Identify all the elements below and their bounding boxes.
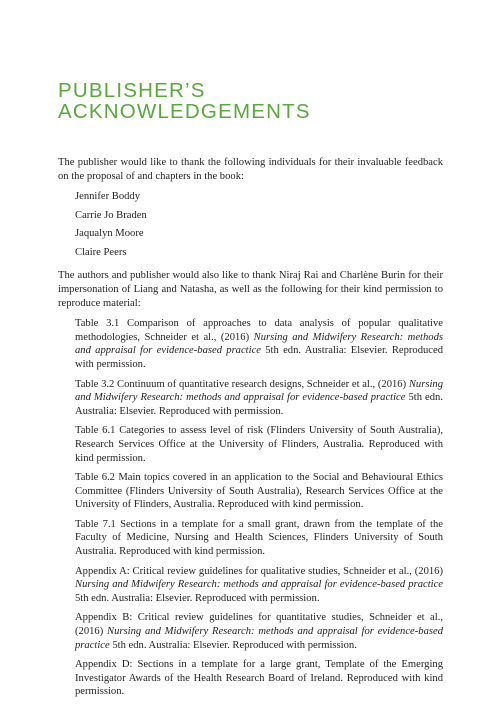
intro-paragraph: The publisher would like to thank the following individuals for their invaluable feedback on the proposal of and chapters in the book: <box>58 157 443 182</box>
permission-item: Table 3.1 Comparison of approaches to data analysis of popular qualitative methodologies, Schneider et al., (2016) Nursing and Midwifery Research: methods and appraisal for evidence-based practice 5th edn. Australia: Elsevier. Reproduced with permission. <box>75 318 443 370</box>
page-title-line-2: ACKNOWLEDGEMENTS <box>58 100 311 123</box>
reviewer-list <box>58 190 443 259</box>
reviewer-name: Carrie Jo Braden <box>75 209 147 221</box>
permission-item: Table 6.1 Categories to assess level of risk (Flinders University of South Australia), Research Services Office at the University of Flinders, Australia. Reproduced with kind permission. <box>75 425 443 464</box>
permission-item: Appendix A: Critical review guidelines for qualitative studies, Schneider et al., (2016) Nursing and Midwifery Research: methods and appraisal for evidence-based practice 5th edn. Australia: Elsevier. Reproduced with permission. <box>75 565 443 604</box>
permission-item: Table 6.2 Main topics covered in an application to the Social and Behavioural Ethics Committee (Flinders University of South Australia), Research Services Office at the University of Flinders, Australia. Reproduced with kind permission. <box>75 472 443 511</box>
permission-item: Appendix B: Critical review guidelines for quantitative studies, Schneider et al., (2016) Nursing and Midwifery Research: methods and appraisal for evidence-based practice 5th edn. Australia: Elsevier. Reproduced with permission. <box>75 612 443 651</box>
body-text <box>58 156 443 705</box>
reviewer-name: Jaqualyn Moore <box>75 228 144 240</box>
permissions-paragraph: The authors and publisher would also like to thank Niraj Rai and Charlène Burin for their impersonation of Liang and Natasha, as well as the following for their kind permission to reproduce material: <box>58 270 443 309</box>
reviewer-name: Claire Peers <box>75 246 127 258</box>
permissions-list <box>58 317 443 699</box>
permission-item: Table 3.2 Continuum of quantitative research designs, Schneider et al., (2016) Nursing and Midwifery Research: methods and appraisal for evidence-based practice 5th edn. Australia: Elsevier. Reproduced with permission. <box>75 378 444 417</box>
reviewer-name: Jennifer Boddy <box>75 191 141 203</box>
permission-item: Appendix D: Sections in a template for a large grant, Template of the Emerging Investigator Awards of the Health Research Board of Ireland. Reproduced with kind permission. <box>75 659 443 698</box>
permission-item: Table 7.1 Sections in a template for a small grant, drawn from the template of the Faculty of Medicine, Nursing and Health Sciences, Flinders University of South Australia. Reproduced with kind permission. <box>75 518 443 558</box>
page-title-line-1: PUBLISHER’S <box>58 79 206 102</box>
page-title <box>58 80 311 122</box>
